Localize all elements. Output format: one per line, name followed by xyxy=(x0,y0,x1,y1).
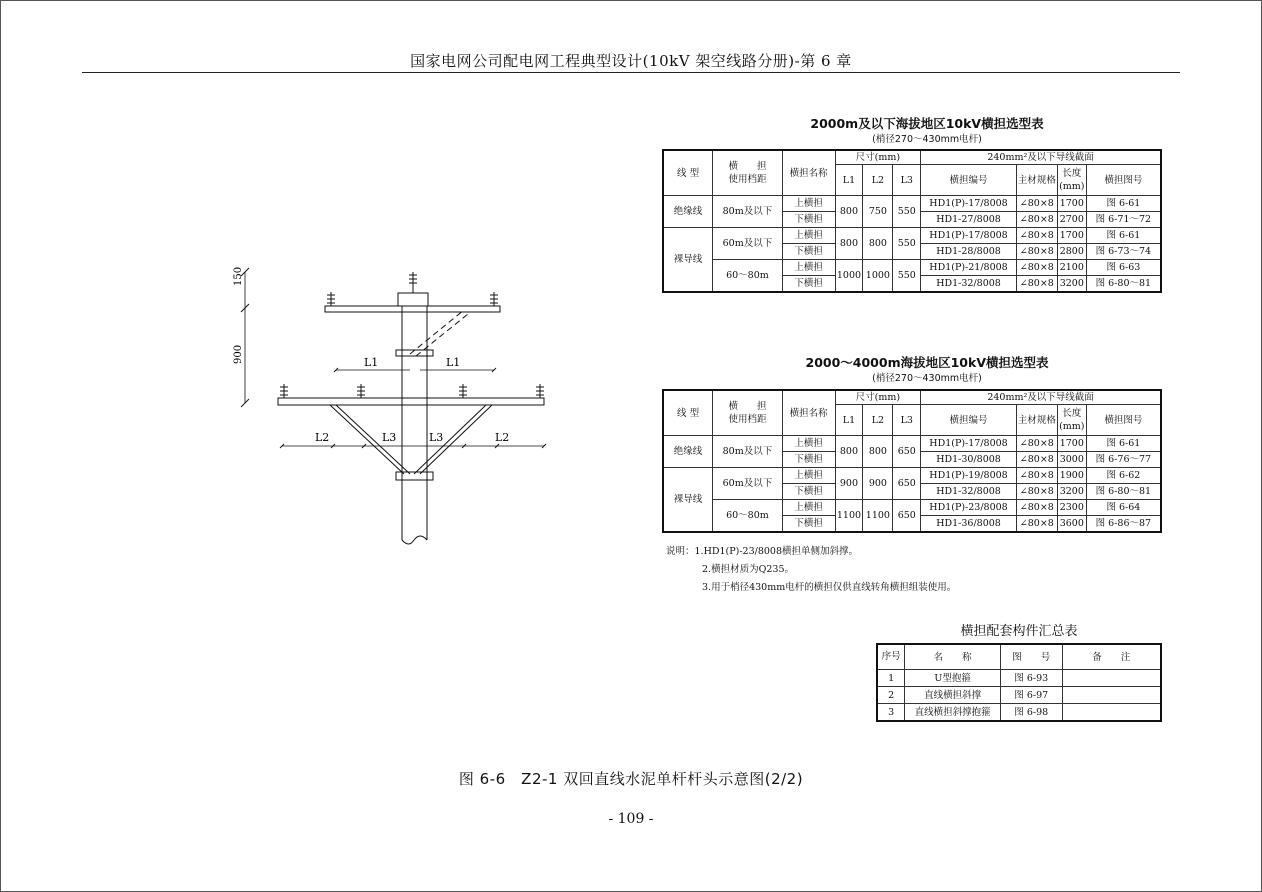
page-number: - 109 - xyxy=(608,811,654,827)
cell-length: 2700 xyxy=(1057,212,1086,228)
cell-drawing: 图 6-61 xyxy=(1086,196,1161,212)
th-conductor: 240mm²及以下导线截面 xyxy=(921,150,1161,165)
cell-material: ∠80×8 xyxy=(1016,276,1057,293)
note-1: 说明：1.HD1(P)-23/8008横担单侧加斜撑。 xyxy=(666,546,858,557)
cell-drawing: 图 6-63 xyxy=(1086,260,1161,276)
cell-material: ∠80×8 xyxy=(1016,436,1057,452)
table-row xyxy=(663,260,1161,276)
cell-length: 2100 xyxy=(1057,260,1086,276)
cell-arm-code: HD1(P)-23/8008 xyxy=(921,500,1017,516)
parts-table-title: 横担配套构件汇总表 xyxy=(960,624,1078,639)
th-material: 主材规格 xyxy=(1016,405,1057,436)
table1-title: 2000m及以下海拔地区10kV横担选型表 xyxy=(810,116,1044,131)
cell-line-type: 绝缘线 xyxy=(663,196,713,228)
table-row xyxy=(663,500,1161,516)
cell-drawing: 图 6-64 xyxy=(1086,500,1161,516)
cell-material: ∠80×8 xyxy=(1016,196,1057,212)
cell-arm-code: HD1(P)-17/8008 xyxy=(921,228,1017,244)
th-length-line1: 长度 xyxy=(1062,168,1082,179)
cell-length: 3000 xyxy=(1057,452,1086,468)
th-name: 名 称 xyxy=(905,644,1001,670)
cell-drawing: 图 6-71～72 xyxy=(1086,212,1161,228)
th-material: 主材规格 xyxy=(1016,165,1057,196)
cell-arm-name: 上横担 xyxy=(782,196,835,212)
th-length xyxy=(1057,165,1086,196)
cell-name: 直线横担斜撑抱箍 xyxy=(905,704,1001,722)
cell-arm-name: 上横担 xyxy=(782,228,835,244)
cell-drawing: 图 6-98 xyxy=(1001,704,1063,722)
table2 xyxy=(662,389,1162,533)
cell-arm-name: 下横担 xyxy=(782,212,835,228)
cell-arm-name: 上横担 xyxy=(782,436,835,452)
cell-arm-name: 下横担 xyxy=(782,516,835,533)
cell-l3: 650 xyxy=(893,436,921,468)
cell-l2: 900 xyxy=(863,468,893,500)
th-line-type: 线 型 xyxy=(663,390,713,436)
th-line-type: 线 型 xyxy=(663,150,713,196)
th-l2: L2 xyxy=(863,165,893,196)
note-2: 2.横担材质为Q235。 xyxy=(702,564,794,575)
cell-arm-code: HD1(P)-17/8008 xyxy=(921,436,1017,452)
cell-material: ∠80×8 xyxy=(1016,500,1057,516)
cell-arm-code: HD1-27/8008 xyxy=(921,212,1017,228)
cell-span: 80m及以下 xyxy=(713,436,783,468)
table1-subtitle: (梢径270～430mm电杆) xyxy=(872,134,982,145)
th-span-line2: 使用档距 xyxy=(728,174,767,185)
cell-arm-name: 上横担 xyxy=(782,500,835,516)
cell-material: ∠80×8 xyxy=(1016,516,1057,533)
notes xyxy=(666,543,956,597)
table2-title: 2000～4000m海拔地区10kV横担选型表 xyxy=(805,355,1049,370)
l3-left-label: L3 xyxy=(382,431,397,444)
cell-l3: 550 xyxy=(893,196,921,228)
th-arm-code: 横担编号 xyxy=(921,405,1017,436)
page-header: 国家电网公司配电网工程典型设计(10kV 架空线路分册)-第 6 章 xyxy=(410,52,852,70)
table-row xyxy=(877,670,1161,687)
cell-material: ∠80×8 xyxy=(1016,244,1057,260)
th-arm-code: 横担编号 xyxy=(921,165,1017,196)
cell-l1: 800 xyxy=(835,196,863,228)
l2-right-label: L2 xyxy=(495,431,510,444)
th-span-line1: 横 担 xyxy=(728,161,767,172)
cell-length: 3600 xyxy=(1057,516,1086,533)
cell-arm-name: 下横担 xyxy=(782,244,835,260)
cell-line-type: 裸导线 xyxy=(663,468,713,533)
th-drawing: 横担图号 xyxy=(1086,405,1161,436)
parts-table xyxy=(876,643,1162,722)
cell-arm-code: HD1(P)-21/8008 xyxy=(921,260,1017,276)
cell-arm-name: 下横担 xyxy=(782,484,835,500)
cell-line-type: 裸导线 xyxy=(663,228,713,293)
cell-arm-name: 上横担 xyxy=(782,260,835,276)
cell-no: 1 xyxy=(877,670,905,687)
th-span xyxy=(713,150,783,196)
cell-remark xyxy=(1062,670,1161,687)
cell-drawing: 图 6-61 xyxy=(1086,228,1161,244)
cell-length: 3200 xyxy=(1057,276,1086,293)
dim-150-label: 150 xyxy=(233,266,244,286)
cell-length: 3200 xyxy=(1057,484,1086,500)
cell-arm-name: 下横担 xyxy=(782,452,835,468)
table-row xyxy=(663,228,1161,244)
cell-l1: 900 xyxy=(835,468,863,500)
l3-right-label: L3 xyxy=(429,431,444,444)
th-arm-name: 横担名称 xyxy=(782,390,835,436)
cell-drawing: 图 6-93 xyxy=(1001,670,1063,687)
th-drawing: 横担图号 xyxy=(1086,165,1161,196)
table-row xyxy=(663,196,1161,212)
figure-caption: 图 6-6 Z2-1 双回直线水泥单杆杆头示意图(2/2) xyxy=(458,770,804,788)
table1 xyxy=(662,149,1162,293)
cell-l1: 800 xyxy=(835,228,863,260)
th-conductor: 240mm²及以下导线截面 xyxy=(921,390,1161,405)
cell-l3: 550 xyxy=(893,260,921,293)
th-drawing: 图 号 xyxy=(1001,644,1063,670)
table-row xyxy=(663,436,1161,452)
th-span-line1: 横 担 xyxy=(728,401,767,412)
cell-l1: 800 xyxy=(835,436,863,468)
cell-name: 直线横担斜撑 xyxy=(905,687,1001,704)
cell-line-type: 绝缘线 xyxy=(663,436,713,468)
cell-span: 60～80m xyxy=(713,500,783,533)
th-l1: L1 xyxy=(835,405,863,436)
note-3: 3.用于梢径430mm电杆的横担仅供直线转角横担组装使用。 xyxy=(702,582,957,593)
cell-length: 1700 xyxy=(1057,228,1086,244)
th-span xyxy=(713,390,783,436)
cell-drawing: 图 6-86～87 xyxy=(1086,516,1161,533)
cell-length: 1700 xyxy=(1057,196,1086,212)
th-size: 尺寸(mm) xyxy=(835,150,921,165)
table-row xyxy=(663,468,1161,484)
cell-l2: 1100 xyxy=(863,500,893,533)
cell-span: 60～80m xyxy=(713,260,783,293)
cell-arm-name: 下横担 xyxy=(782,276,835,293)
cell-arm-name: 上横担 xyxy=(782,468,835,484)
cell-material: ∠80×8 xyxy=(1016,484,1057,500)
cell-arm-code: HD1-30/8008 xyxy=(921,452,1017,468)
cell-l2: 1000 xyxy=(863,260,893,293)
cell-material: ∠80×8 xyxy=(1016,212,1057,228)
l1-left-label: L1 xyxy=(364,356,379,369)
cell-material: ∠80×8 xyxy=(1016,468,1057,484)
table-row xyxy=(877,704,1161,722)
table2-subtitle: (梢径270～430mm电杆) xyxy=(872,373,982,384)
header-rule xyxy=(82,72,1180,73)
cell-material: ∠80×8 xyxy=(1016,260,1057,276)
th-l1: L1 xyxy=(835,165,863,196)
cell-drawing: 图 6-80～81 xyxy=(1086,276,1161,293)
th-length-line2: (mm) xyxy=(1059,181,1085,192)
cell-drawing: 图 6-73～74 xyxy=(1086,244,1161,260)
cell-l2: 750 xyxy=(863,196,893,228)
th-length-line2: (mm) xyxy=(1059,421,1085,432)
cell-drawing: 图 6-76～77 xyxy=(1086,452,1161,468)
th-length xyxy=(1057,405,1086,436)
cell-length: 1900 xyxy=(1057,468,1086,484)
cell-arm-code: HD1(P)-19/8008 xyxy=(921,468,1017,484)
l2-left-label: L2 xyxy=(315,431,330,444)
cell-arm-code: HD1-36/8008 xyxy=(921,516,1017,533)
cell-span: 60m及以下 xyxy=(713,468,783,500)
cell-material: ∠80×8 xyxy=(1016,228,1057,244)
cell-l1: 1100 xyxy=(835,500,863,533)
cell-length: 2800 xyxy=(1057,244,1086,260)
cell-drawing: 图 6-80～81 xyxy=(1086,484,1161,500)
cell-arm-code: HD1(P)-17/8008 xyxy=(921,196,1017,212)
cell-drawing: 图 6-61 xyxy=(1086,436,1161,452)
cell-l2: 800 xyxy=(863,228,893,260)
dim-900-label: 900 xyxy=(233,344,244,364)
pole-head-drawing xyxy=(220,262,565,552)
cell-arm-code: HD1-32/8008 xyxy=(921,484,1017,500)
th-length-line1: 长度 xyxy=(1062,408,1082,419)
cell-drawing: 图 6-97 xyxy=(1001,687,1063,704)
th-span-line2: 使用档距 xyxy=(728,414,767,425)
th-l3: L3 xyxy=(893,165,921,196)
cell-length: 1700 xyxy=(1057,436,1086,452)
cell-l1: 1000 xyxy=(835,260,863,293)
cell-material: ∠80×8 xyxy=(1016,452,1057,468)
cell-remark xyxy=(1062,687,1161,704)
cell-name: U型抱箍 xyxy=(905,670,1001,687)
cell-drawing: 图 6-62 xyxy=(1086,468,1161,484)
cell-span: 80m及以下 xyxy=(713,196,783,228)
th-remark: 备 注 xyxy=(1062,644,1161,670)
cell-no: 3 xyxy=(877,704,905,722)
cell-length: 2300 xyxy=(1057,500,1086,516)
cell-arm-code: HD1-28/8008 xyxy=(921,244,1017,260)
cell-remark xyxy=(1062,704,1161,722)
cell-l3: 550 xyxy=(893,228,921,260)
cell-l3: 650 xyxy=(893,468,921,500)
th-size: 尺寸(mm) xyxy=(835,390,921,405)
th-no: 序号 xyxy=(877,644,905,670)
cell-no: 2 xyxy=(877,687,905,704)
table-row xyxy=(877,687,1161,704)
th-l2: L2 xyxy=(863,405,893,436)
cell-arm-code: HD1-32/8008 xyxy=(921,276,1017,293)
th-l3: L3 xyxy=(893,405,921,436)
th-arm-name: 横担名称 xyxy=(782,150,835,196)
cell-l3: 650 xyxy=(893,500,921,533)
cell-l2: 800 xyxy=(863,436,893,468)
cell-span: 60m及以下 xyxy=(713,228,783,260)
l1-right-label: L1 xyxy=(446,356,461,369)
